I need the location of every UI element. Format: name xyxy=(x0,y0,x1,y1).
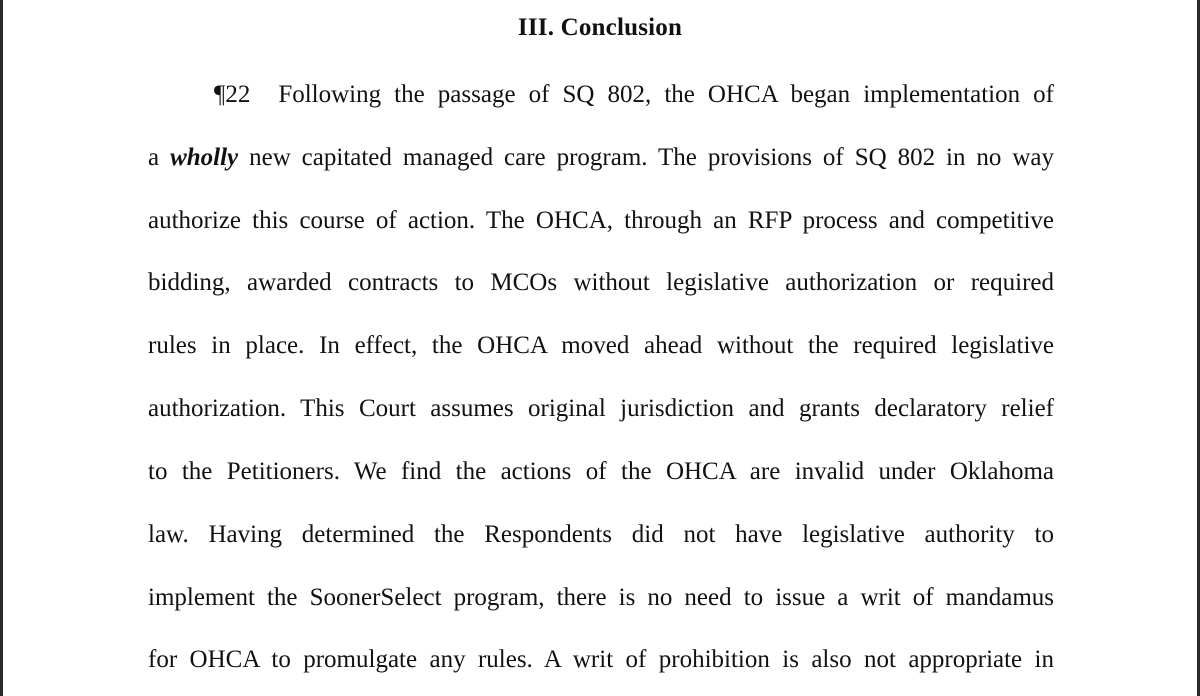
line-text-rest: new capitated managed care program. The provisions of SQ 802 in no way xyxy=(249,144,1055,171)
paragraph-line-4: bidding, awarded contracts to MCOs without legislative authorization or required xyxy=(148,269,1054,296)
section-heading: III. Conclusion xyxy=(517,14,683,41)
paragraph-line-8: law. Having determined the Respondents did not have legislative authority to xyxy=(148,521,1054,548)
paragraph-line-1 xyxy=(214,80,1054,110)
page-border-left xyxy=(0,0,3,696)
paragraph-line-9: implement the SoonerSelect program, there is no need to issue a writ of mandamus xyxy=(148,584,1054,611)
line-text: Following the passage of SQ 802, the OHCA began implementation of xyxy=(278,81,1054,108)
paragraph-line-7: to the Petitioners. We find the actions of the OHCA are invalid under Oklahoma xyxy=(148,458,1054,485)
paragraph-line-2 xyxy=(148,143,1054,173)
paragraph-line-5: rules in place. In effect, the OHCA moved ahead without the required legislative xyxy=(148,332,1054,359)
paragraph-line-10: for OHCA to promulgate any rules. A writ of prohibition is also not appropriate in xyxy=(148,646,1054,673)
paragraph-number: ¶22 xyxy=(214,81,251,108)
paragraph-line-3: authorize this course of action. The OHCA, through an RFP process and competitive xyxy=(148,207,1054,234)
emphasized-word: wholly xyxy=(170,144,239,171)
line-text-lead: a xyxy=(148,144,160,171)
paragraph-line-6: authorization. This Court assumes original jurisdiction and grants declaratory relief xyxy=(148,395,1054,422)
